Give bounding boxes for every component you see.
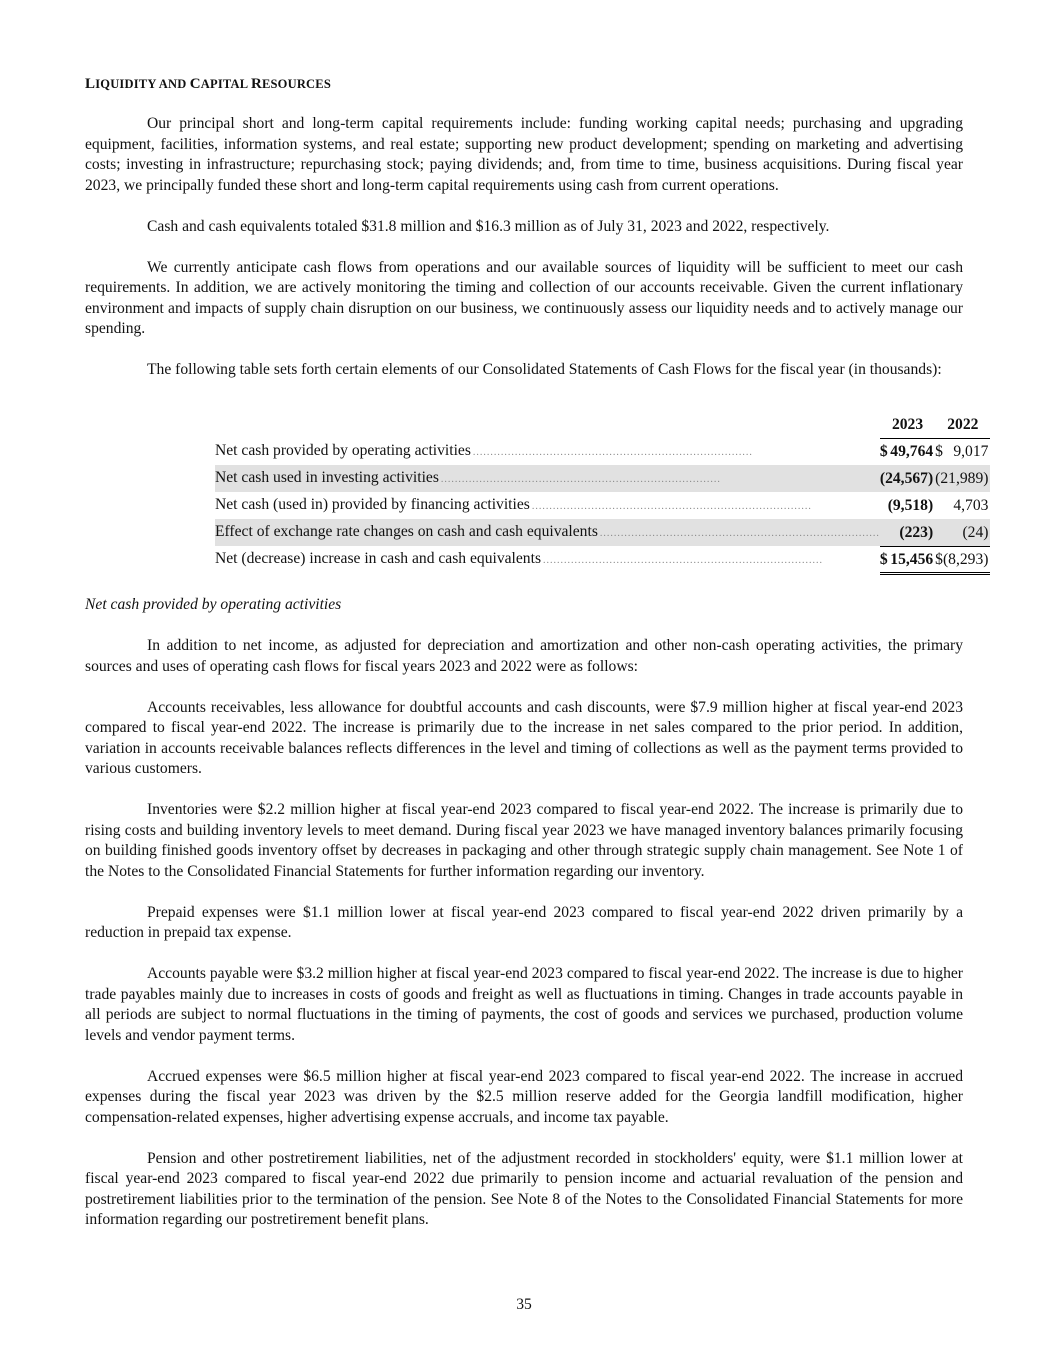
paragraph: Our principal short and long-term capital requirements include: funding working capital needs; purchasing and upgrading equipment, facilities, information systems, and real estate; supporting new product development; spending on marketing and advertising costs; investing in infrastructure; repurchasing stock; paying dividends; and, from time to time, business acquisitions. During fiscal year 2023, we principally funded these short and long-term capital requirements using cash from current operations.	[85, 115, 963, 194]
value-2023: 15,456	[890, 550, 934, 568]
subheading: Net cash provided by operating activities	[85, 596, 342, 614]
leader-dots: ................................................................................	[599, 528, 880, 539]
dollar-sign: $	[935, 443, 943, 461]
value-2023: (24,567)	[879, 470, 934, 487]
dollar-sign: $	[879, 443, 888, 461]
page-number: 35	[516, 1296, 532, 1313]
table-row	[215, 519, 990, 546]
paragraph: We currently anticipate cash flows from operations and our available sources of liquidity will be sufficient to meet our cash requirements. In addition, we are actively monitoring the timing and collection of our accounts receivable. Given the current inflationary environment and impacts of supply chain disruption on our business, we continuously assess our liquidity needs and to actively manage our spending.	[85, 258, 963, 337]
table-row	[215, 546, 990, 574]
paragraph: Accounts receivables, less allowance for doubtful accounts and cash discounts, were $7.9 million higher at fiscal year-end 2023 compared to fiscal year-end 2022. The increase is primarily due to the increase in net sales compared to the prior period. In addition, variation in accounts receivable balances reflects differences in the level and timing of collections as well as the payment terms provided to various customers.	[85, 698, 963, 778]
row-label: Net cash provided by operating activities	[215, 442, 471, 459]
paragraph: Pension and other postretirement liabilities, net of the adjustment recorded in stockholders' equity, were $1.1 million lower at fiscal year-end 2023 compared to fiscal year-end 2022 due primarily to pension income and actuarial revaluation of the pension and postretirement liabilities prior to the termination of the pension. See Note 8 of the Notes to the Consolidated Financial Statements for more information regarding our postretirement benefit plans.	[85, 1149, 963, 1229]
paragraph: Inventories were $2.2 million higher at fiscal year-end 2023 compared to fiscal year-end 2022. The increase is primarily due to rising costs and building inventory levels to meet demand. During fiscal year 2023 we have managed inventory balances primarily focusing on building finished goods inventory offset by decreases in packaging and other through strategic supply chain management. See Note 1 of the Notes to the Consolidated Financial Statements for further information regarding our inventory.	[85, 801, 963, 880]
table-row	[215, 438, 990, 465]
row-label: Effect of exchange rate changes on cash and cash equivalents	[215, 523, 598, 540]
cash-flow-table	[215, 412, 990, 576]
paragraph: The following table sets forth certain elements of our Consolidated Statements of Cash Flows for the fiscal year (in thousands):	[147, 361, 942, 378]
row-label: Net cash (used in) provided by financing activities	[215, 496, 530, 513]
value-2023: 49,764	[890, 443, 934, 461]
section-heading: LIQUIDITY AND CAPITAL RESOURCES	[85, 76, 331, 92]
dollar-sign: $	[935, 550, 943, 568]
table-row	[215, 465, 990, 492]
value-2022: (8,293)	[942, 550, 989, 568]
value-2022: 4,703	[953, 497, 989, 514]
value-2023: (9,518)	[887, 497, 934, 514]
table-row	[215, 492, 990, 519]
paragraph: In addition to net income, as adjusted for depreciation and amortization and other non-cash operating activities, the primary sources and uses of operating cash flows for fiscal years 2023 and 2022 were as follows:	[85, 637, 963, 675]
paragraph: Prepaid expenses were $1.1 million lower at fiscal year-end 2023 compared to fiscal year-end 2022 driven primarily by a reduction in prepaid tax expense.	[85, 903, 963, 942]
value-2022: 9,017	[953, 443, 989, 461]
row-label: Net cash used in investing activities	[215, 469, 439, 486]
dollar-sign: $	[879, 550, 888, 568]
value-2023: (223)	[899, 523, 934, 541]
leader-dots: ................................................................................	[531, 501, 812, 512]
row-label: Net (decrease) increase in cash and cash equivalents	[215, 550, 542, 568]
column-header-2023: 2023	[880, 412, 935, 439]
leader-dots: ................................................................................	[472, 447, 753, 458]
column-header-2022: 2022	[935, 412, 990, 439]
value-2022: (24)	[962, 523, 989, 541]
paragraph: Cash and cash equivalents totaled $31.8 million and $16.3 million as of July 31, 2023 and 2022, respectively.	[147, 217, 830, 235]
paragraph: Accrued expenses were $6.5 million higher at fiscal year-end 2023 compared to fiscal year-end 2022. The increase in accrued expenses during the fiscal year 2023 was driven by the $2.5 million reserve added for the Georgia landfill modification, higher compensation-related expenses, higher advertising expense accruals, and income tax payable.	[85, 1067, 963, 1126]
paragraph: Accounts payable were $3.2 million higher at fiscal year-end 2023 compared to fiscal year-end 2022. The increase is due to higher trade payables mainly due to increases in costs of goods and freight as well as fluctuations in timing. Changes in trade accounts payable in all periods are subject to normal fluctuations in the timing of payments, the cost of goods and services we purchased, production volume levels and vendor payment terms.	[85, 965, 963, 1044]
leader-dots: ................................................................................	[440, 474, 721, 485]
leader-dots: ................................................................................	[543, 555, 824, 567]
value-2022: (21,989)	[935, 470, 989, 487]
